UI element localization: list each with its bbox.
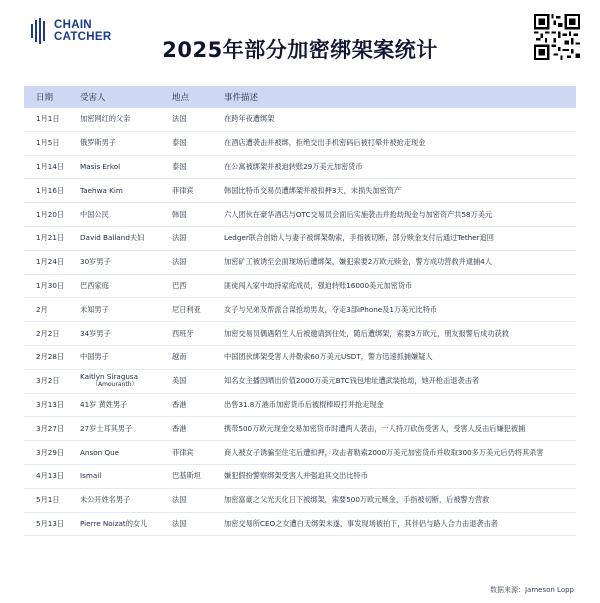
table-body bbox=[24, 108, 576, 536]
logo-line-1: CHAIN bbox=[54, 19, 92, 31]
victim-name: Masis Erkol bbox=[80, 161, 121, 171]
table-row bbox=[24, 346, 576, 370]
victim-name: 34岁男子 bbox=[80, 328, 111, 338]
table-row bbox=[24, 370, 576, 394]
victim-name: David Balland夫妇 bbox=[80, 233, 145, 243]
cell-description: Ledger联合创始人与妻子被绑架勒索，手指被切断，部分赎金支付后通过Tether追回 bbox=[224, 233, 494, 243]
cell-victim bbox=[76, 373, 168, 389]
table-row bbox=[24, 108, 576, 132]
cell-date: 3月29日 bbox=[36, 447, 65, 457]
cell-victim bbox=[76, 139, 168, 147]
cell-victim bbox=[76, 234, 168, 242]
victim-name: 加密网红的父亲 bbox=[80, 114, 131, 124]
cell-victim bbox=[76, 330, 168, 338]
table-row bbox=[24, 156, 576, 180]
cell-location: 法国 bbox=[172, 114, 187, 124]
table-row bbox=[24, 465, 576, 489]
cell-date: 5月1日 bbox=[36, 495, 60, 505]
cell-description: 加密交易员偶遇陌生人后被邀请到住处，随后遭绑架，索要3万欧元，朋友报警后成功获救 bbox=[224, 328, 509, 338]
cell-description: 携带500万欧元现金交易加密货币时遭两人袭击，一人持刀砍伤受害人，受害人反击后嫌犯被捕 bbox=[224, 423, 526, 433]
table-row bbox=[24, 441, 576, 465]
cell-location: 巴基斯坦 bbox=[172, 471, 201, 481]
cell-description: 在跨年夜遭绑架 bbox=[224, 114, 275, 124]
cell-date: 3月13日 bbox=[36, 399, 65, 409]
victim-name: Ismail bbox=[80, 471, 102, 481]
cell-location: 香港 bbox=[172, 423, 187, 433]
cell-date: 2月 bbox=[36, 304, 48, 314]
table-row bbox=[24, 513, 576, 537]
victim-name: 中国男子 bbox=[80, 352, 109, 362]
table-row bbox=[24, 132, 576, 156]
table-row bbox=[24, 322, 576, 346]
cell-description: 加密交易所CEO之女遭白天绑架未遂，事发现场被拍下，其伴侣与路人合力击退袭击者 bbox=[224, 518, 498, 528]
cell-victim bbox=[76, 449, 168, 457]
cell-description: 加密矿工被诱至会面现场后遭绑架，嫌犯索要2万欧元赎金，警方成功营救并逮捕4人 bbox=[224, 257, 492, 267]
cell-victim bbox=[76, 425, 168, 433]
cell-victim bbox=[76, 187, 168, 195]
cell-victim bbox=[76, 258, 168, 266]
cell-date: 5月13日 bbox=[36, 518, 65, 528]
victim-alias: （Amouranth） bbox=[92, 381, 138, 389]
victim-name: 俄罗斯男子 bbox=[80, 138, 116, 148]
cell-description: 在酒店遭袭击并被绑，拒绝交出手机密码后被打晕并被抢走现金 bbox=[224, 138, 426, 148]
cell-date: 2月2日 bbox=[36, 328, 60, 338]
cell-date: 1月1日 bbox=[36, 114, 60, 124]
cell-location: 西班牙 bbox=[172, 328, 194, 338]
cell-victim bbox=[76, 282, 168, 290]
table-row bbox=[24, 489, 576, 513]
cell-location: 泰国 bbox=[172, 161, 187, 171]
victim-name: Anson Que bbox=[80, 447, 120, 457]
cell-location: 法国 bbox=[172, 233, 187, 243]
cell-description: 韩国比特币交易员遭绑架并被扣押3天，未损失加密资产 bbox=[224, 185, 402, 195]
cell-date: 4月13日 bbox=[36, 471, 65, 481]
table-row bbox=[24, 298, 576, 322]
cell-victim bbox=[76, 472, 168, 480]
data-source: 数据来源：Jameson Lopp bbox=[489, 586, 574, 594]
cell-date: 1月21日 bbox=[36, 233, 65, 243]
victim-name: 中国公民 bbox=[80, 209, 109, 219]
cell-description: 六人团伙在豪华酒店与OTC交易员会面后实施袭击并抢劫现金与加密资产共58万美元 bbox=[224, 209, 493, 219]
cell-description: 出售31.8万港币加密货币后被棍棒殴打并抢走现金 bbox=[224, 399, 384, 409]
victim-name: 未公开姓名男子 bbox=[80, 495, 131, 505]
cell-description: 女子与兄弟及帮派合谋抢劫男友，夺走3部iPhone及1万美元比特币 bbox=[224, 304, 438, 314]
table-row bbox=[24, 203, 576, 227]
cell-location: 韩国 bbox=[172, 209, 187, 219]
victim-name: 30岁男子 bbox=[80, 257, 111, 267]
cell-location: 法国 bbox=[172, 518, 187, 528]
cell-description: 在公寓被绑架并被迫转账29万美元加密货币 bbox=[224, 161, 363, 171]
table-row bbox=[24, 417, 576, 441]
victim-name: Kaitlyn Siragusa bbox=[80, 372, 139, 382]
cell-date: 2月28日 bbox=[36, 352, 65, 362]
cell-victim bbox=[76, 520, 168, 528]
table-row bbox=[24, 251, 576, 275]
cell-date: 1月24日 bbox=[36, 257, 65, 267]
victim-name: Pierre Noizat的女儿 bbox=[80, 518, 148, 528]
table-row bbox=[24, 275, 576, 299]
kidnapping-table bbox=[24, 86, 576, 536]
cell-victim bbox=[76, 163, 168, 171]
cell-location: 法国 bbox=[172, 257, 187, 267]
table-row bbox=[24, 179, 576, 203]
cell-date: 3月2日 bbox=[36, 376, 60, 386]
victim-name: 未知男子 bbox=[80, 304, 109, 314]
cell-description: 商人被女子诱骗至住宅后遭扣押，攻击者勒索2000万美元加密货币并收取300多万美元后仍将其杀害 bbox=[224, 447, 544, 457]
cell-location: 菲律宾 bbox=[172, 185, 194, 195]
column-header-description: 事件描述 bbox=[224, 93, 259, 103]
table-header bbox=[24, 86, 576, 108]
cell-date: 1月20日 bbox=[36, 209, 65, 219]
cell-description: 匪徒闯入家中劫持家庭成员，强迫转账16000美元加密货币 bbox=[224, 280, 413, 290]
table-row bbox=[24, 394, 576, 418]
cell-date: 3月27日 bbox=[36, 423, 65, 433]
cell-location: 尼日利亚 bbox=[172, 304, 201, 314]
cell-description: 嫌犯假扮警察绑架受害人并强迫其交出比特币 bbox=[224, 471, 368, 481]
cell-victim bbox=[76, 115, 168, 123]
cell-location: 越南 bbox=[172, 352, 187, 362]
cell-location: 香港 bbox=[172, 399, 187, 409]
cell-victim bbox=[76, 496, 168, 504]
page-title: 2025年部分加密绑架案统计 bbox=[162, 38, 438, 62]
cell-location: 美国 bbox=[172, 376, 187, 386]
cell-victim bbox=[76, 306, 168, 314]
victim-name: 27岁土耳其男子 bbox=[80, 423, 133, 433]
cell-description: 中国团伙绑架受害人并勒索60万美元USDT，警方迅速抓捕嫌疑人 bbox=[224, 352, 433, 362]
cell-date: 1月16日 bbox=[36, 185, 65, 195]
cell-location: 菲律宾 bbox=[172, 447, 194, 457]
cell-victim bbox=[76, 401, 168, 409]
cell-location: 泰国 bbox=[172, 138, 187, 148]
logo-line-2: CATCHER bbox=[54, 31, 112, 43]
cell-description: 加密富豪之父光天化日下被绑架，索要500万欧元赎金，手指被切断，后被警方营救 bbox=[224, 495, 490, 505]
column-header-location: 地点 bbox=[172, 93, 190, 103]
cell-date: 1月5日 bbox=[36, 138, 60, 148]
cell-victim bbox=[76, 211, 168, 219]
cell-victim bbox=[76, 353, 168, 361]
qr-code-icon bbox=[534, 14, 580, 60]
victim-name: Taehwa Kim bbox=[80, 185, 123, 195]
victim-name: 巴西家庭 bbox=[80, 280, 109, 290]
cell-location: 法国 bbox=[172, 495, 187, 505]
cell-date: 1月30日 bbox=[36, 280, 65, 290]
cell-location: 巴西 bbox=[172, 280, 187, 290]
column-header-date: 日期 bbox=[36, 93, 54, 103]
table-row bbox=[24, 227, 576, 251]
victim-name: 41岁 黄姓男子 bbox=[80, 399, 128, 409]
column-header-victim: 受害人 bbox=[80, 93, 106, 103]
cell-date: 1月14日 bbox=[36, 161, 65, 171]
cell-description: 知名女主播因晒出价值2000万美元BTC钱包地址遭武装抢劫，她开枪击退袭击者 bbox=[224, 376, 480, 386]
